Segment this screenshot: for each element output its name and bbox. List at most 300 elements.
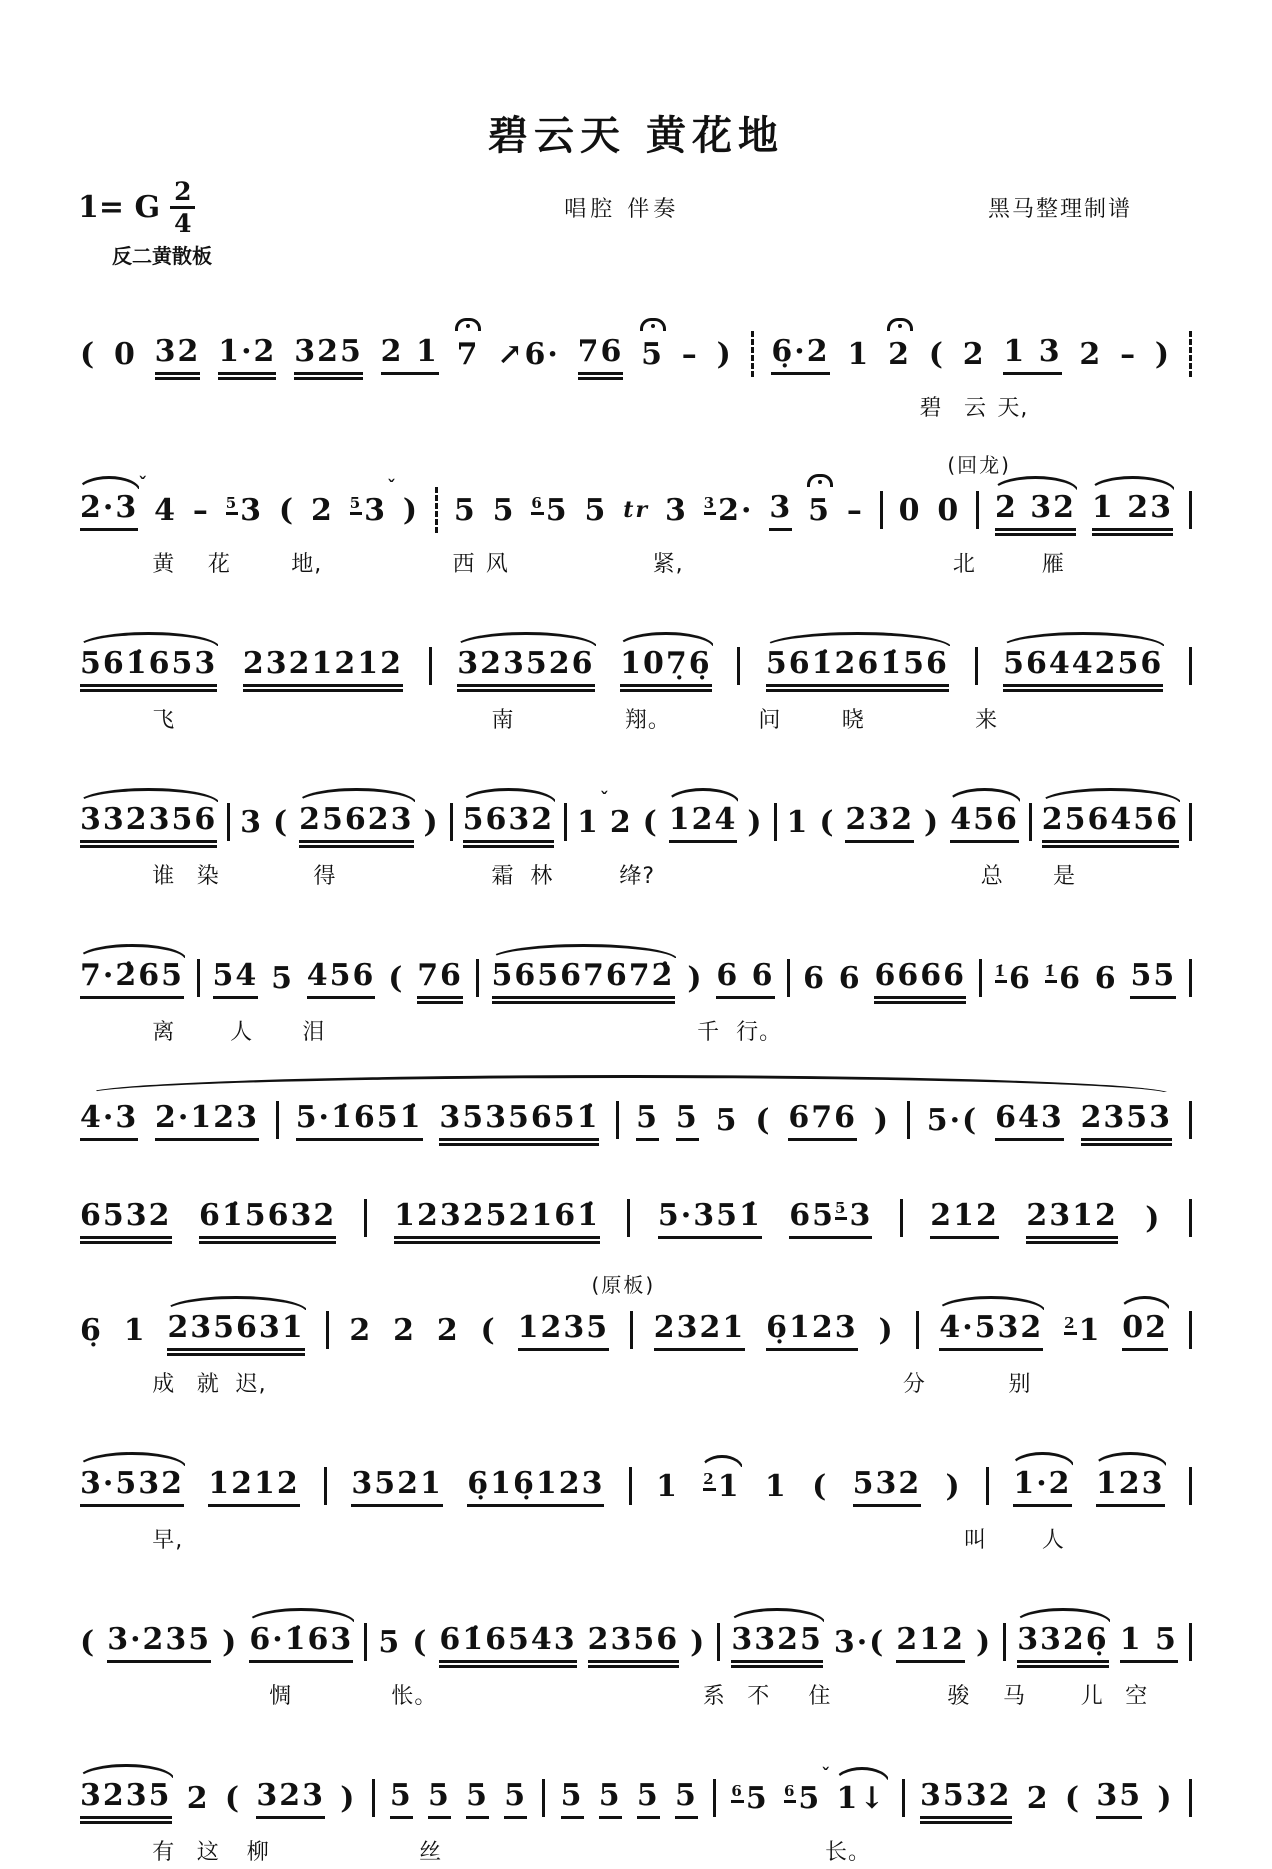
lyric-syllable: 黄 xyxy=(152,552,176,577)
barline xyxy=(1189,1199,1192,1237)
note-group xyxy=(351,1466,443,1507)
note-digits: 3325 xyxy=(731,1622,823,1663)
note-digits: 561̇653 xyxy=(80,646,217,687)
note-group xyxy=(80,1100,138,1141)
grace-note: 5 xyxy=(835,1198,848,1217)
note-group xyxy=(874,958,966,999)
music-line xyxy=(80,788,1192,893)
music-line xyxy=(80,1615,1192,1713)
lyric-syllable: 飞 xyxy=(152,708,176,733)
note-digits: 1 xyxy=(656,1468,679,1504)
note-group xyxy=(963,337,986,372)
note-digits: 332356 xyxy=(80,802,217,843)
note-group xyxy=(687,961,703,996)
note-digits: 643 xyxy=(995,1100,1064,1141)
note-group xyxy=(576,788,611,840)
note-digits: 6 6 xyxy=(716,958,774,999)
fermata-mark xyxy=(887,318,913,331)
note-group xyxy=(636,1100,659,1141)
barline xyxy=(1189,1467,1192,1505)
note-digits: 2321 xyxy=(654,1310,746,1351)
note-digits: – xyxy=(846,492,864,528)
note-group xyxy=(340,1781,356,1816)
note-digits: ( xyxy=(819,804,836,840)
note-digits: 6̣·2 xyxy=(771,334,829,375)
lyric-syllable: 花 xyxy=(207,552,231,577)
note-group xyxy=(225,1781,241,1816)
lyric-syllable: 翔。 xyxy=(624,708,671,733)
note-digits: 5 xyxy=(676,1100,699,1141)
note-digits: 1 xyxy=(847,336,871,372)
barline xyxy=(986,1467,989,1505)
note-group xyxy=(588,1622,680,1663)
lyric-syllable: 风 xyxy=(485,552,509,577)
note-digits: 0 xyxy=(937,492,961,528)
note-group xyxy=(428,1778,451,1819)
note-group xyxy=(847,493,864,528)
note-digits: 65 xyxy=(783,1780,822,1816)
lyrics-row xyxy=(80,1523,1192,1557)
lyric-syllable: 地, xyxy=(291,552,323,577)
tempo-marking: 反二黄散板 xyxy=(112,244,212,268)
lyric-syllable: 别 xyxy=(1008,1372,1032,1397)
note-digits: 0 xyxy=(898,492,922,528)
note-digits: 6·1̇63 xyxy=(249,1622,353,1663)
note-group xyxy=(682,337,699,372)
notes-row xyxy=(80,1191,1192,1245)
barline xyxy=(907,1101,910,1139)
note-digits: 3326̣ xyxy=(1017,1622,1109,1663)
note-digits: tr xyxy=(623,497,650,523)
note-digits: 1 3 xyxy=(1003,334,1061,375)
note-group xyxy=(995,490,1076,531)
barline xyxy=(324,1467,327,1505)
note-group xyxy=(1026,1198,1118,1239)
note-digits: 1 xyxy=(786,804,810,840)
note-digits: 2 xyxy=(962,336,986,372)
note-group xyxy=(610,805,633,840)
note-group xyxy=(463,802,555,843)
lyric-syllable: 紧, xyxy=(652,552,684,577)
note-group xyxy=(766,1310,858,1351)
rest-note xyxy=(899,493,922,528)
note-digits: ) xyxy=(878,1312,895,1348)
note-digits: 6̣16̣123 xyxy=(467,1466,604,1507)
notes-row xyxy=(80,1615,1192,1669)
lyrics-row xyxy=(80,1367,1192,1401)
barline xyxy=(916,1311,919,1349)
note-digits: 5 xyxy=(599,1778,622,1819)
note-digits: 5 xyxy=(715,1102,739,1138)
lyrics-row xyxy=(80,859,1192,893)
music-line xyxy=(80,1273,1192,1401)
note-digits: 5 xyxy=(637,1778,660,1819)
note-digits: 5 xyxy=(492,492,516,528)
note-group xyxy=(497,337,559,372)
barline xyxy=(979,959,982,997)
note-group xyxy=(1045,961,1082,996)
note-group xyxy=(950,802,1019,843)
note-digits: 123 xyxy=(1096,1466,1165,1507)
barline xyxy=(476,959,479,997)
note-group xyxy=(1145,1201,1161,1236)
note-digits: 2356 xyxy=(588,1622,680,1663)
note-group xyxy=(819,805,835,840)
note-group xyxy=(124,1313,147,1348)
note-digits: 2 xyxy=(1026,1780,1050,1816)
note-group xyxy=(834,1625,886,1660)
note-group xyxy=(690,1625,706,1660)
note-digits: 6 xyxy=(1094,960,1118,996)
notes-row xyxy=(80,1093,1192,1147)
note-digits: 2 xyxy=(349,1312,373,1348)
breath-mark: ˇ xyxy=(387,476,399,498)
note-digits: ) xyxy=(687,960,704,996)
note-group xyxy=(1096,1778,1142,1819)
barline xyxy=(326,1311,329,1349)
lyrics-row xyxy=(80,703,1192,737)
note-digits: 235631 xyxy=(167,1310,304,1351)
note-group xyxy=(296,1100,423,1141)
note-group xyxy=(279,493,295,528)
note-group xyxy=(1155,337,1171,372)
breath-mark: ˇ xyxy=(821,1764,833,1786)
note-digits: 3 xyxy=(240,804,264,840)
note-group xyxy=(273,805,289,840)
music-line xyxy=(80,1191,1192,1245)
note-digits: ( xyxy=(812,1468,829,1504)
fermata-mark xyxy=(640,318,666,331)
barline-dashed xyxy=(435,487,438,533)
note-group xyxy=(1096,1466,1165,1507)
note-group xyxy=(80,1313,103,1348)
note-digits: 5 xyxy=(428,1778,451,1819)
grace-note: 1̇ xyxy=(1044,961,1058,980)
rest-note xyxy=(114,337,137,372)
note-digits: 1 xyxy=(576,804,600,840)
note-digits: ( xyxy=(224,1780,242,1816)
barline xyxy=(564,803,567,841)
notes-row xyxy=(80,473,1192,537)
note-group xyxy=(199,1198,336,1239)
note-group xyxy=(390,1778,413,1819)
lyric-syllable: 总 xyxy=(980,864,1004,889)
note-digits: 1 5 xyxy=(1120,1622,1178,1663)
note-group xyxy=(381,334,439,375)
note-digits: 21 xyxy=(1064,1312,1102,1348)
note-digits: 2·123 xyxy=(155,1100,259,1141)
note-digits: 3235 xyxy=(80,1778,172,1819)
lyric-syllable: 就 xyxy=(196,1372,220,1397)
note-digits: 6̣ xyxy=(80,1312,103,1348)
note-digits: 2353 xyxy=(1081,1100,1173,1141)
lyric-syllable: 有 xyxy=(152,1840,176,1865)
note-digits: 1̇6 xyxy=(1044,960,1082,996)
voice-label: 唱腔 伴奏 xyxy=(564,197,680,222)
note-digits: 25623 xyxy=(299,802,413,843)
note-group xyxy=(80,473,150,531)
lyric-syllable: 天, xyxy=(997,396,1029,421)
note-group xyxy=(675,1778,698,1819)
lyric-syllable: 人 xyxy=(230,1020,254,1045)
note-digits: 6532 xyxy=(80,1198,172,1239)
note-group xyxy=(193,493,210,528)
note-digits: 1212 xyxy=(208,1466,300,1507)
note-digits: 21 xyxy=(703,1468,741,1504)
fermata-mark xyxy=(455,318,481,331)
note-digits: 61̇5632 xyxy=(199,1198,336,1239)
barline xyxy=(1189,1623,1192,1661)
note-digits: 7·2̇65 xyxy=(80,958,184,999)
note-group xyxy=(393,1313,416,1348)
note-group xyxy=(240,805,263,840)
barline xyxy=(1189,803,1192,841)
note-group xyxy=(788,1100,857,1141)
note-group xyxy=(783,1764,833,1816)
note-digits: 2 xyxy=(609,804,633,840)
note-digits: 3·532 xyxy=(80,1466,184,1507)
lyric-syllable: 马 xyxy=(1002,1684,1026,1709)
music-line xyxy=(80,1764,1192,1869)
note-digits: 2 xyxy=(186,1780,210,1816)
time-signature-bottom: 4 xyxy=(174,209,192,238)
lyric-syllable: 林 xyxy=(530,864,554,889)
note-group xyxy=(874,1103,890,1138)
note-digits: 4·532 xyxy=(939,1310,1043,1351)
note-digits: 3535651̇ xyxy=(439,1100,599,1141)
note-group xyxy=(578,334,624,375)
note-group xyxy=(492,958,675,999)
lyric-syllable: 行。 xyxy=(736,1020,783,1045)
note-group xyxy=(765,1469,788,1504)
music-line xyxy=(80,951,1192,1049)
note-group xyxy=(80,1198,172,1239)
note-digits: ( xyxy=(755,1102,772,1138)
note-group xyxy=(716,958,774,999)
note-digits: 7 xyxy=(456,336,480,372)
note-group xyxy=(226,493,263,528)
time-signature-top: 2 xyxy=(170,179,195,209)
barline xyxy=(787,959,790,997)
note-group xyxy=(107,1622,211,1663)
note-digits: 6666 xyxy=(874,958,966,999)
lyric-syllable: 惆 xyxy=(269,1684,293,1709)
note-digits: 5 xyxy=(271,960,294,996)
lyrics-row xyxy=(80,1679,1192,1713)
barline xyxy=(429,647,432,685)
barline xyxy=(630,1311,633,1349)
grace-note: 5 xyxy=(225,493,239,512)
grace-note: 6 xyxy=(731,1781,744,1800)
lyric-syllable: 来 xyxy=(975,708,999,733)
grace-note: 2 xyxy=(1064,1313,1077,1332)
lyric-syllable: 柳 xyxy=(246,1840,270,1865)
note-group xyxy=(187,1781,210,1816)
lyric-syllable: 住 xyxy=(808,1684,832,1709)
note-digits: 65 xyxy=(731,1780,769,1816)
trill-mark xyxy=(623,497,649,523)
note-group xyxy=(789,1198,872,1239)
barline xyxy=(880,491,883,529)
note-group xyxy=(457,337,480,372)
note-group xyxy=(845,802,914,843)
note-group xyxy=(585,493,608,528)
note-digits: ) xyxy=(423,804,440,840)
barline xyxy=(542,1779,545,1817)
note-group xyxy=(803,961,826,996)
note-digits: 2 1 xyxy=(381,334,439,375)
note-digits: 5·351̇ xyxy=(658,1198,762,1239)
note-group xyxy=(394,1198,600,1239)
note-group xyxy=(213,958,259,999)
barline xyxy=(627,1199,630,1237)
note-digits: ) xyxy=(1145,1200,1162,1236)
section-annotation: (原板) xyxy=(591,1273,656,1297)
note-group xyxy=(656,1469,679,1504)
note-group xyxy=(311,493,334,528)
note-digits: 1 xyxy=(123,1312,147,1348)
note-group xyxy=(939,1310,1043,1351)
note-group xyxy=(704,493,754,528)
note-digits: – xyxy=(1120,336,1138,372)
note-digits: 56567672̇ xyxy=(492,958,675,999)
note-group xyxy=(747,805,763,840)
note-digits: 3532 xyxy=(920,1778,1012,1819)
note-digits: 5644256 xyxy=(1003,646,1163,687)
note-digits: 3 xyxy=(664,492,688,528)
barline xyxy=(1189,959,1192,997)
lyric-syllable: 霜 xyxy=(491,864,515,889)
note-digits: ) xyxy=(924,804,941,840)
notes-row xyxy=(80,788,1192,849)
barline xyxy=(364,1199,367,1237)
barline xyxy=(900,1199,903,1237)
lyric-syllable: 系 xyxy=(702,1684,726,1709)
note-digits: 5·( xyxy=(926,1102,979,1138)
page-title: 碧云天 黄花地 xyxy=(488,113,784,159)
lyric-syllable: 怅。 xyxy=(391,1684,438,1709)
music-line xyxy=(80,453,1192,581)
note-digits: ( xyxy=(1064,1780,1082,1816)
music-line xyxy=(80,327,1192,425)
note-digits: ( xyxy=(80,336,97,372)
barline xyxy=(1029,803,1032,841)
note-group xyxy=(839,961,862,996)
barline xyxy=(1189,1101,1192,1139)
note-group xyxy=(1092,490,1173,531)
note-group xyxy=(930,1198,999,1239)
key-label: 1= G xyxy=(78,190,161,225)
note-digits: ) xyxy=(1154,336,1172,372)
barline xyxy=(629,1467,632,1505)
key-signature xyxy=(78,179,195,236)
note-digits: 5 xyxy=(675,1778,698,1819)
note-group xyxy=(946,1469,962,1504)
notes-row xyxy=(80,327,1192,381)
note-group xyxy=(896,1622,965,1663)
note-digits: 2 xyxy=(393,1312,416,1348)
note-group xyxy=(271,961,294,996)
lyric-syllable: 南 xyxy=(491,708,515,733)
lyric-syllable: 成 xyxy=(152,1372,176,1397)
note-digits: – xyxy=(192,492,210,528)
note-digits: 5 xyxy=(378,1624,402,1660)
lyric-syllable: 早, xyxy=(152,1528,184,1553)
note-group xyxy=(349,1313,372,1348)
note-group xyxy=(437,1313,460,1348)
note-digits: – xyxy=(681,336,699,372)
note-digits: 2 xyxy=(888,336,911,372)
note-digits: 32 xyxy=(155,334,201,375)
note-digits: 2 xyxy=(310,492,334,528)
lyrics-row xyxy=(80,1835,1192,1869)
note-digits: 5 xyxy=(636,1100,659,1141)
note-digits: 1 23 xyxy=(1092,490,1173,531)
note-digits: ( xyxy=(388,960,405,996)
note-digits: 35 xyxy=(1096,1778,1142,1819)
note-group xyxy=(924,805,940,840)
note-group xyxy=(243,646,403,687)
lyric-syllable: 西 xyxy=(452,552,476,577)
note-digits: 5 xyxy=(641,336,664,372)
note-digits: 1·2 xyxy=(1013,1466,1071,1507)
note-group xyxy=(995,961,1032,996)
note-group xyxy=(927,1103,979,1138)
note-group xyxy=(561,1778,584,1819)
note-digits: 323526 xyxy=(457,646,594,687)
lyric-syllable: 儿 xyxy=(1080,1684,1104,1709)
lyric-syllable: 泪 xyxy=(302,1020,326,1045)
note-digits: 5 xyxy=(584,492,608,528)
note-group xyxy=(167,1310,304,1351)
note-digits: 53 xyxy=(225,492,264,528)
note-group xyxy=(669,802,738,843)
lyric-syllable: 骏 xyxy=(947,1684,971,1709)
note-digits: 5 xyxy=(808,492,831,528)
note-group xyxy=(1081,1100,1173,1141)
note-group xyxy=(976,1625,992,1660)
note-digits: 5 xyxy=(561,1778,584,1819)
note-digits: 2312 xyxy=(1026,1198,1118,1239)
note-digits: 55 xyxy=(1130,958,1176,999)
barline xyxy=(364,1623,367,1661)
note-digits: ( xyxy=(412,1624,429,1660)
note-digits: 3·( xyxy=(833,1624,886,1660)
note-digits: 3521 xyxy=(351,1466,443,1507)
note-group xyxy=(1013,1466,1071,1507)
barline xyxy=(1189,491,1192,529)
grace-note: 5 xyxy=(349,493,363,512)
note-group xyxy=(1017,1622,1109,1663)
note-group xyxy=(154,493,177,528)
note-digits: 1·2 xyxy=(218,334,276,375)
note-group xyxy=(808,493,831,528)
note-digits: 124 xyxy=(669,802,738,843)
note-group xyxy=(878,1313,894,1348)
lyric-syllable: 人 xyxy=(1041,1528,1065,1553)
note-digits: 53 xyxy=(349,492,388,528)
note-group xyxy=(929,337,945,372)
note-digits: 232 xyxy=(845,802,914,843)
note-group xyxy=(299,802,413,843)
note-group xyxy=(155,1100,259,1141)
note-group xyxy=(1120,1622,1178,1663)
note-group xyxy=(620,646,712,687)
lyric-syllable: 绛? xyxy=(619,864,655,889)
barline xyxy=(774,803,777,841)
note-digits: ) xyxy=(1157,1780,1174,1816)
note-digits: 0 xyxy=(114,336,137,372)
